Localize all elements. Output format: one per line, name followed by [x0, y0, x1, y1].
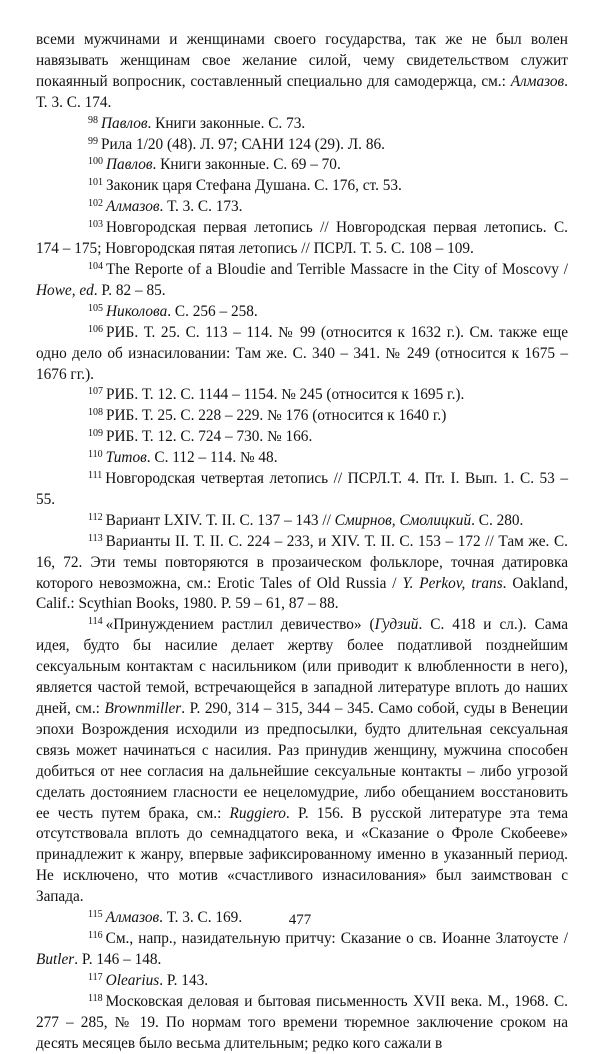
italic-text: Алмазов: [106, 198, 160, 216]
italic-text: Николова: [106, 302, 168, 320]
endnote-103: [36, 218, 568, 260]
endnote-112: [36, 511, 568, 532]
note-text: . P. 143.: [159, 971, 209, 989]
italic-text: Butler: [36, 950, 75, 968]
note-text: Рила 1/20 (48). Л. 97; САНИ 124 (29). Л. 86.: [101, 135, 385, 153]
note-text: РИБ. Т. 25. С. 113 – 114. № 99 (относится к 1632 г.). См. также еще одно дело об изнасиловании: Там же. С. 340 – 341. № 249 (относится к 1675 – 1676 гг.).: [36, 323, 568, 383]
endnote-number: 98: [88, 114, 98, 126]
note-text: . Oakland, Calif.: Scythian Books, 1980. P. 59 – 61, 87 – 88.: [36, 574, 569, 613]
endnote-99: [36, 135, 568, 156]
endnote-number: 101: [88, 177, 103, 189]
note-text: . С. 112 – 114. № 48.: [146, 449, 278, 467]
note-text: . P. 82 – 85.: [93, 281, 166, 299]
endnote-108: [36, 406, 568, 427]
endnote-114: [36, 615, 568, 908]
endnote-106: [36, 323, 568, 386]
endnote-number: 105: [88, 302, 103, 314]
endnote-number: 103: [88, 219, 103, 231]
note-text: . Книги законные. С. 69 – 70.: [152, 156, 341, 174]
endnote-number: 106: [88, 323, 103, 335]
endnote-98: [36, 114, 568, 135]
endnote-117: [36, 971, 568, 992]
note-text: . Т. 3. С. 173.: [159, 198, 243, 216]
note-text: Законик царя Стефана Душана. С. 176, ст. 53.: [106, 177, 402, 195]
endnote-102: [36, 197, 568, 218]
endnote-number: 108: [88, 407, 103, 419]
italic-text: Титов: [105, 449, 147, 467]
endnote-number: 100: [88, 156, 103, 168]
endnote-number: 118: [88, 992, 103, 1004]
page-body: [36, 30, 568, 1054]
italic-text: Павлов: [101, 114, 148, 132]
note-text: всеми мужчинами и женщинами своего государства, так же не был волен навязывать женщинам свое желание силой, чему свидетельством служит покаянный вопросник, составленный специально для самодержца, см.:: [36, 31, 568, 90]
endnote-number: 113: [88, 532, 103, 544]
endnote-number: 99: [88, 135, 98, 147]
endnote-number: 107: [88, 386, 103, 398]
endnote-number: 102: [88, 198, 103, 210]
note-text: РИБ. Т. 25. С. 228 – 229. № 176 (относится к 1640 г.): [106, 407, 447, 425]
italic-text: Howe, ed: [36, 281, 94, 299]
endnote-104: [36, 260, 568, 302]
note-text: Вариант LXIV. Т. II. С. 137 – 143 //: [105, 511, 335, 529]
note-text: Новгородская первая летопись // Новгородская первая летопись. С. 174 – 175; Новгородская пятая летопись // ПСРЛ. Т. 5. С. 108 – 109.: [36, 219, 568, 258]
endnote-number: 116: [88, 929, 103, 941]
endnote-101: [36, 176, 568, 197]
note-text: . С. 256 – 258.: [167, 302, 258, 320]
endnote-109: [36, 427, 568, 448]
note-text: Московская деловая и бытовая письменность XVII века. М., 1968. С. 277 – 285, № 19. По нормам того времени тюремное заключение сроком на десять месяцев было весьма длительным; редко кого сажали в: [36, 992, 568, 1052]
italic-text: Гудзий: [374, 616, 419, 634]
italic-text: Павлов: [106, 156, 153, 174]
endnote-110: [36, 448, 568, 469]
continuation-paragraph: [36, 30, 568, 114]
endnote-116: [36, 929, 568, 971]
page-number: 477: [288, 912, 312, 928]
note-text: Новгородская четвертая летопись // ПСРЛ.Т. 4. Пт. I. Вып. 1. С. 53 – 55.: [36, 470, 568, 508]
italic-text: Смирнов, Смолицкий: [334, 511, 472, 529]
note-text: . P. 290, 314 – 315, 344 – 345. Само собой, суды в Венеции эпохи Возрождения исходили из предпосылки, будто длительная сексуальная связь может начинаться с насилия. Раз принудив женщину, мужчина способен добиться от нее согласия на дальнейшие сексуальные контакты – либо угрозой сделать достоянием гласности ее нецеломудрие, либо обещанием восстановить ее честь путем брака, см.:: [36, 700, 568, 822]
endnote-number: 111: [88, 470, 103, 482]
italic-text: Olearius: [105, 971, 160, 989]
endnote-number: 109: [88, 428, 103, 440]
italic-text: Brownmiller: [104, 700, 182, 717]
endnote-number: 115: [88, 909, 103, 921]
endnote-111: [36, 469, 568, 511]
endnote-100: [36, 155, 568, 176]
endnote-number: 114: [88, 616, 103, 628]
endnote-number: 110: [88, 449, 103, 461]
note-text: The Reporte of a Bloudie and Terrible Massacre in the City of Moscovy /: [106, 260, 568, 278]
endnote-113: [36, 532, 568, 616]
endnote-number: 112: [88, 511, 103, 523]
italic-text: Y. Perkov, trans: [402, 574, 503, 592]
note-text: . P. 156. В русской литературе эта тема отсутствовала вплоть до семнадцатого века, и «Сказание о Фроле Скобееве» принадлежит к жанру, впервые зафиксированному именно в указанный период. Не исключено, что мотив «счастливого изнасилования» был заимствован с Запада.: [36, 804, 568, 906]
note-text: РИБ. Т. 12. С. 724 – 730. № 166.: [106, 428, 313, 446]
note-text: «Принуждением растлил девичество» (: [105, 616, 375, 634]
note-text: Варианты II. Т. II. С. 224 – 233, и XIV. Т. II. С. 153 – 172 // Там же. С. 16, 72. Эти темы повторяются в прозаическом фольклоре, точная датировка которого невозможна, см.: Erotic Tales of Old Russia /: [36, 532, 568, 592]
endnote-118: [36, 992, 568, 1054]
italic-text: Алмазов: [510, 72, 565, 90]
note-text: . С. 418 и сл.). Сама идея, будто бы насилие делает жертву более податливой позднейшим сексуальным контактам с насильником (или приводит к влюбленности в него), является частой темой, встречающейся в западной литературе вплоть до наших дней, см.:: [36, 616, 568, 717]
italic-text: Алмазов: [105, 909, 160, 927]
endnote-105: [36, 302, 568, 323]
endnote-107: [36, 385, 568, 406]
note-text: . Т. 3. С. 174.: [36, 72, 568, 111]
note-text: . Т. 3. С. 169.: [159, 909, 243, 927]
note-text: РИБ. Т. 12. С. 1144 – 1154. № 245 (относится к 1695 г.).: [106, 386, 465, 404]
note-text: . P. 146 – 148.: [74, 950, 162, 968]
italic-text: Ruggiero: [229, 804, 286, 822]
note-text: . С. 280.: [471, 511, 524, 529]
note-text: См., напр., назидательную притчу: Сказание о св. Иоанне Златоусте /: [105, 929, 568, 947]
note-text: . Книги законные. С. 73.: [147, 114, 306, 132]
endnote-number: 104: [88, 260, 103, 272]
endnote-number: 117: [88, 971, 103, 983]
